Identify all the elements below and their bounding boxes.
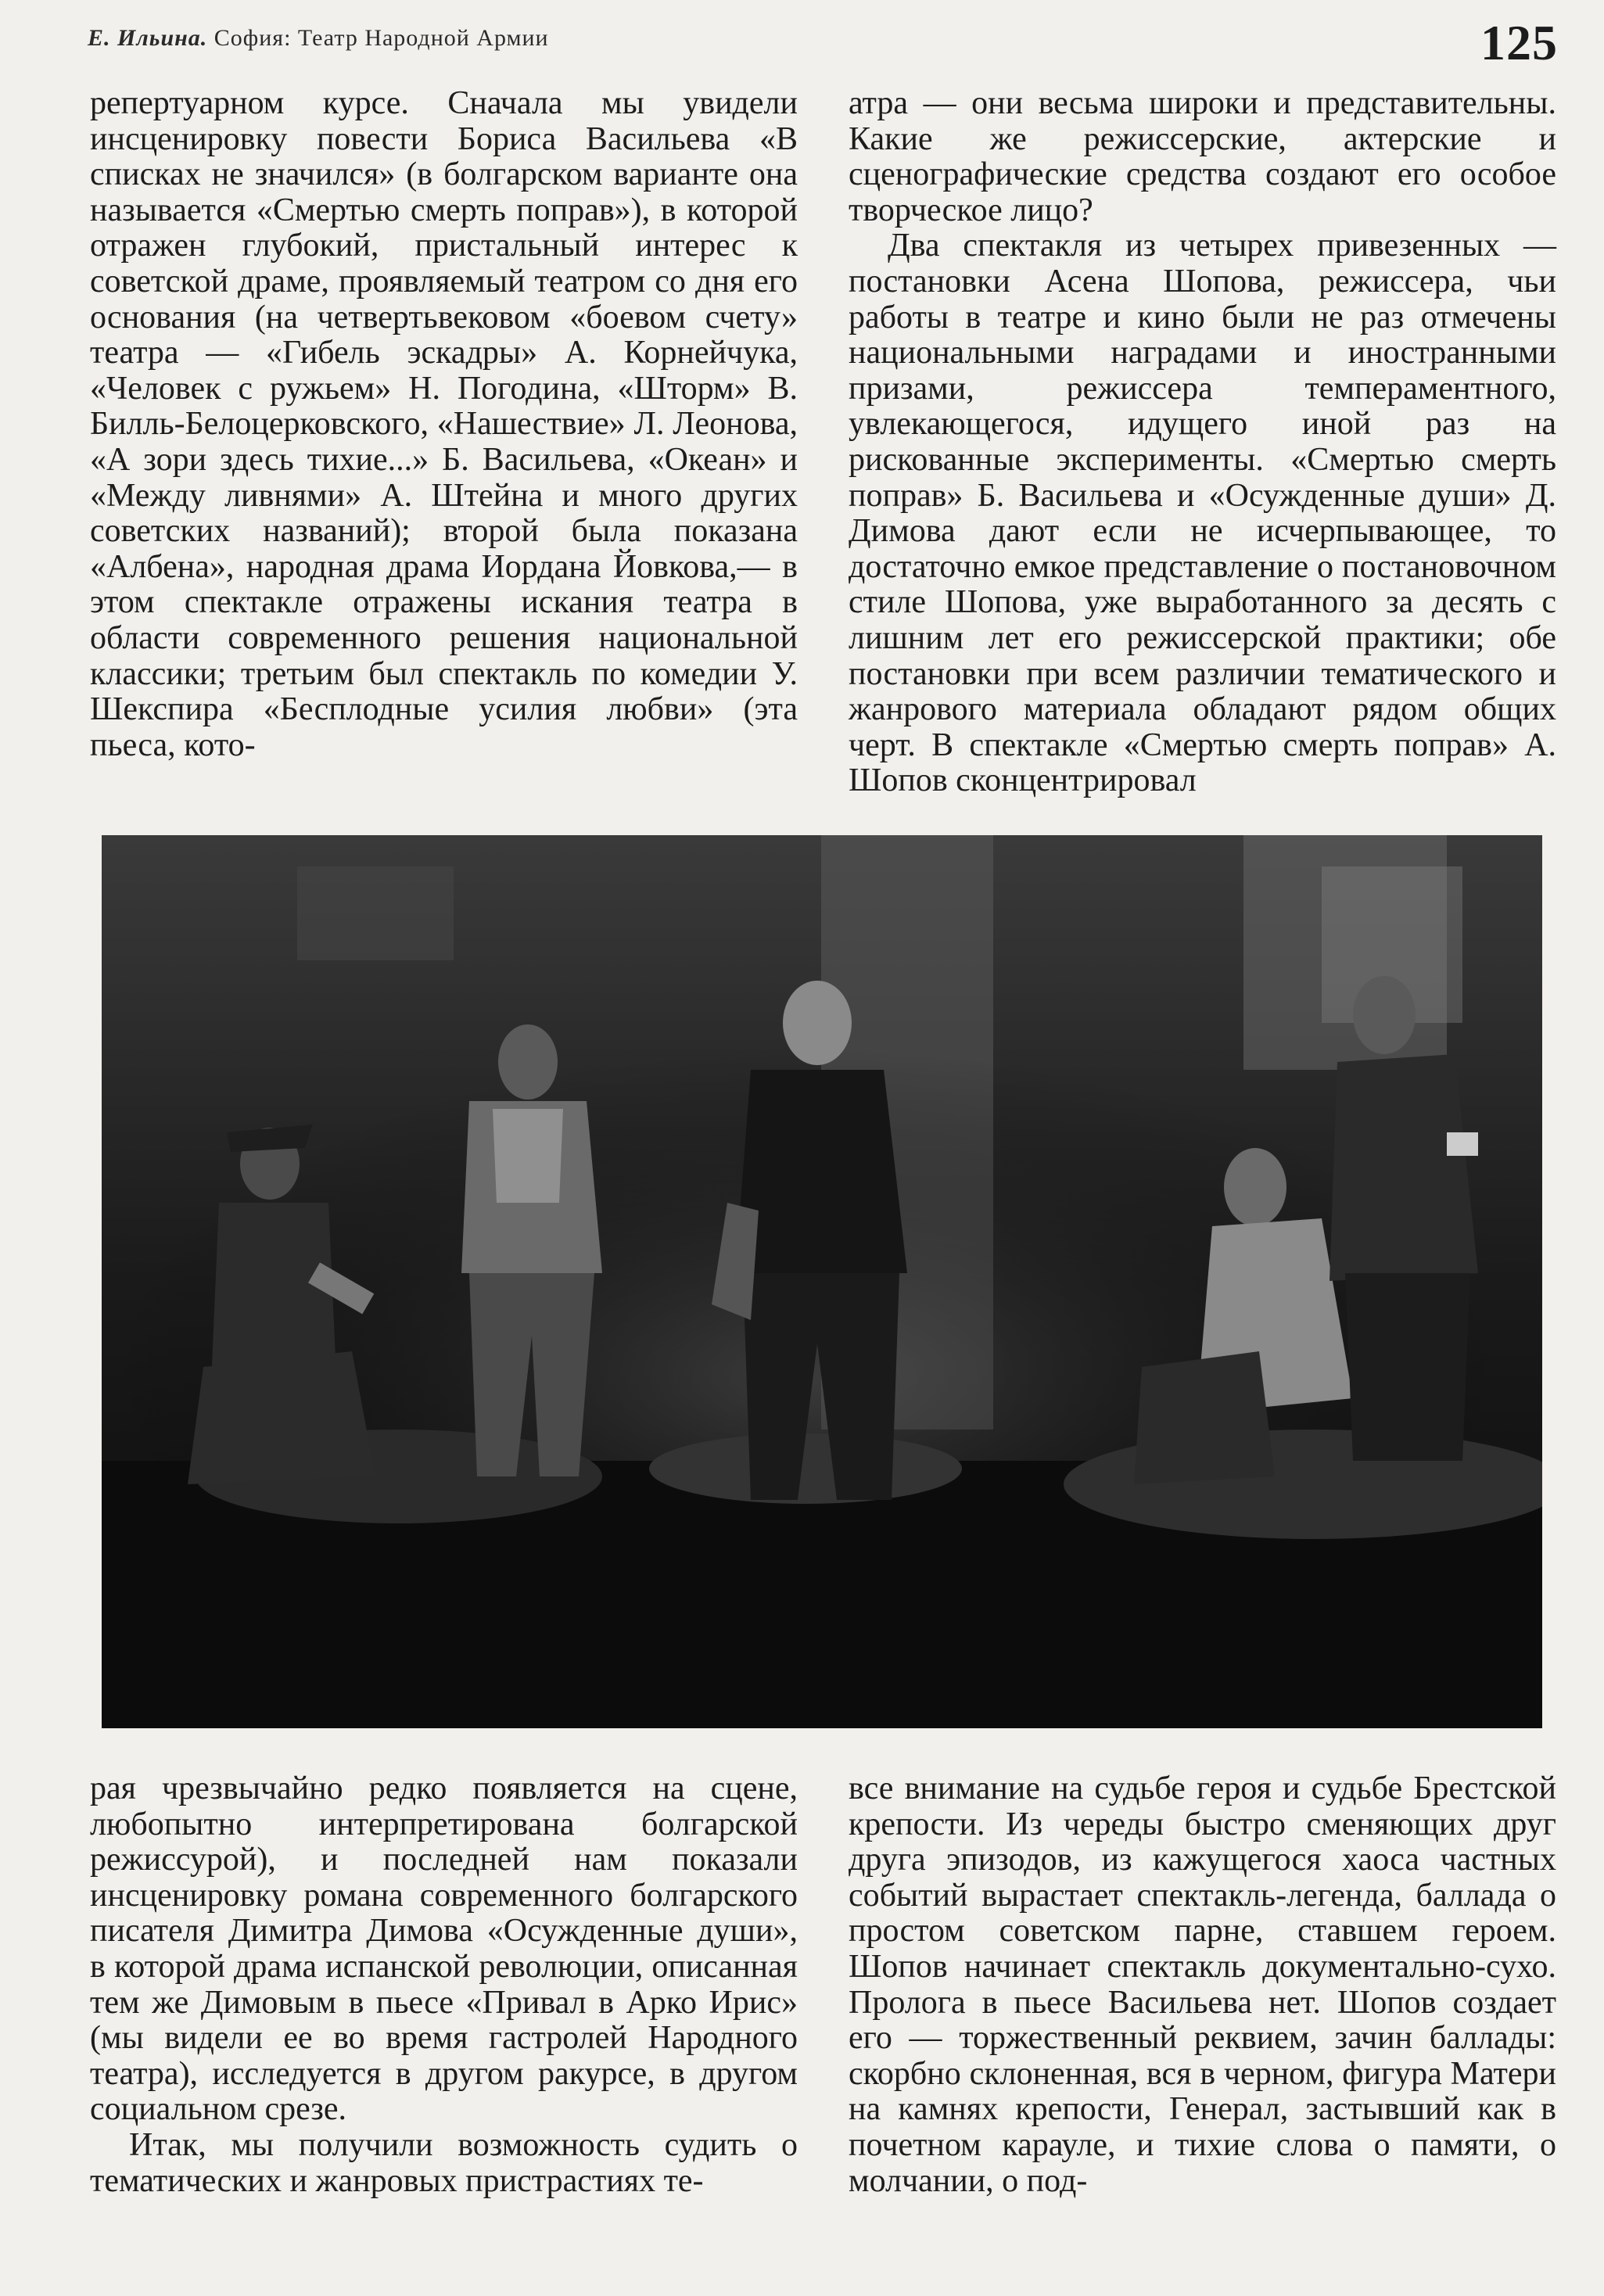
paragraph: атра — они весьма широки и представительны. Какие же режиссерские, актерские и сценографические средства создают его особое творческое лицо? — [849, 85, 1556, 228]
stage-photograph — [102, 835, 1542, 1728]
paragraph: Итак, мы получили возможность судить о тематических и жанровых пристрастиях те- — [90, 2126, 798, 2199]
column-bottom-right — [849, 1771, 1556, 2199]
paragraph: все внимание на судьбе героя и судьбе Брестской крепости. Из череды быстро сменяющих друг друга эпизодов, из кажущегося хаоса частных событий вырастает спектакль-легенда, баллада о простом советском парне, ставшем героем. Шопов начинает спектакль документально-сухо. Пролога в пьесе Васильева нет. Шопов создает его — торжественный реквием, зачин баллады: скорбно склоненная, вся в черном, фигура Матери на камнях крепости, Генерал, застывший как в почетном карауле, и тихие слова о памяти, о молчании, о под- — [849, 1770, 1556, 2199]
page-number: 125 — [1480, 15, 1558, 70]
paragraph: репертуарном курсе. Сначала мы увидели инсценировку повести Бориса Васильева «В списках не значился» (в болгарском варианте она называется «Смертью смерть поправ»), в которой отражен глубокий, пристальный интерес к советской драме, проявляемый театром со дня его основания (на четвертьвековом «боевом счету» театра — «Гибель эскадры» А. Корнейчука, «Человек с ружьем» Н. Погодина, «Шторм» В. Билль-Белоцерковского, «Нашествие» Л. Леонова, «А зори здесь тихие...» Б. Васильева, «Океан» и «Между ливнями» А. Штейна и много других советских названий); второй была показана «Албена», народная драма Иордана Йовкова,— в этом спектакле отражены искания театра в области современного решения национальной классики; третьим был спектакль по комедии У. Шекспира «Бесплодные усилия любви» (эта пьеса, кото- — [90, 85, 798, 763]
running-head-text — [88, 25, 549, 52]
column-top-left — [90, 86, 798, 763]
column-top-right — [849, 86, 1556, 799]
running-head — [88, 11, 1558, 81]
column-bottom-left — [90, 1771, 798, 2199]
running-head-author: Е. Ильина. — [88, 25, 208, 51]
paragraph: Два спектакля из четырех привезенных — постановки Асена Шопова, режиссера, чьи работы в театре и кино были не раз отмечены национальными наградами и иностранными призами, режиссера темпераментного, увлекающегося, идущего иной раз на рискованные эксперименты. «Смертью смерть поправ» Б. Васильева и «Осужденные души» Д. Димова дают если не исчерпывающее, то достаточно емкое представление о постановочном стиле Шопова, уже выработанного за десять с лишним лет его режиссерской практики; обе постановки при всем различии тематического и жанрового материала обладают рядом общих черт. В спектакле «Смертью смерть поправ» А. Шопов сконцентрировал — [849, 228, 1556, 799]
paragraph: рая чрезвычайно редко появляется на сцене, любопытно интерпретирована болгарской режиссурой), и последней нам показали инсценировку романа современного болгарского писателя Димитра Димова «Осужденные души», в которой драма испанской революции, описанная тем же Димовым в пьесе «Привал в Арко Ирис» (мы видели ее во время гастролей Народного театра), исследуется в другом ракурсе, в другом социальном срезе. — [90, 1770, 798, 2128]
running-head-title: София: Театр Народной Армии — [214, 25, 549, 51]
